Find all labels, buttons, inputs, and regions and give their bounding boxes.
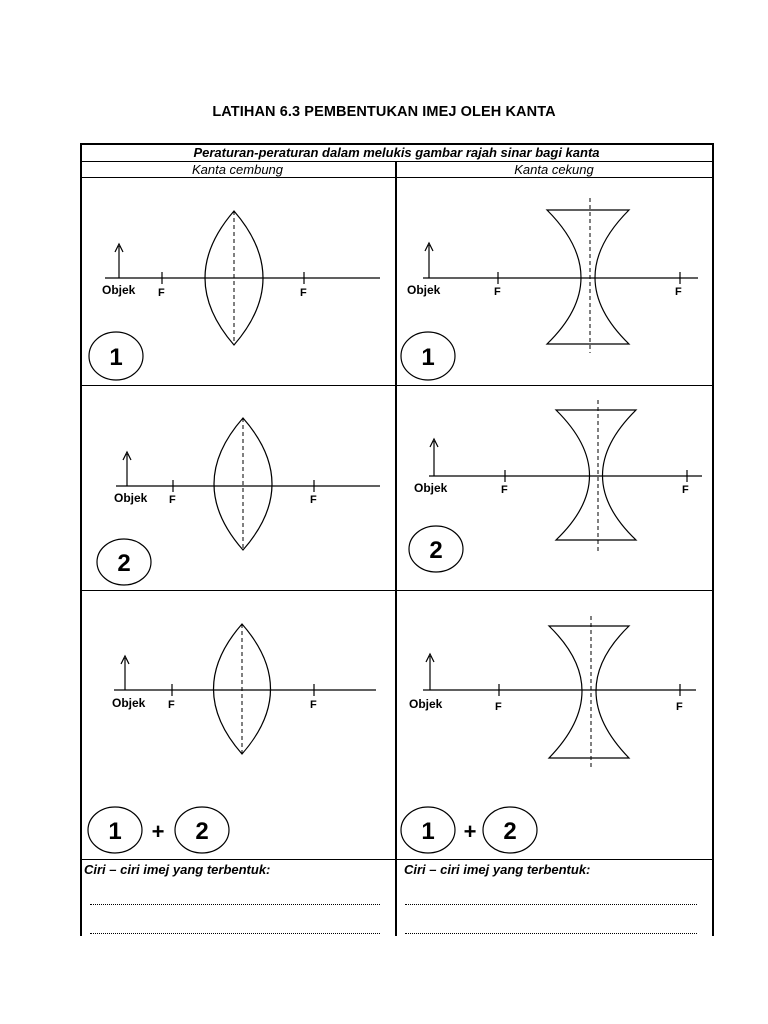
focus-label: F [676, 701, 683, 713]
convex-lens-diagram-3 [80, 591, 395, 859]
focus-label: F [310, 494, 317, 506]
concave-lens-diagram-3 [396, 591, 712, 859]
rule-number: 1 [109, 344, 123, 371]
focus-label: F [300, 287, 307, 299]
object-label: Objek [102, 283, 136, 297]
focus-label: F [675, 286, 682, 298]
focus-label: F [158, 287, 165, 299]
focus-label: F [501, 484, 508, 496]
answer-line-convex-2[interactable] [90, 933, 380, 934]
rule-number: 1 [421, 344, 435, 371]
rule-number: 2 [195, 818, 209, 845]
concave-lens-diagram-2 [396, 386, 712, 590]
object-label: Objek [114, 491, 148, 505]
page-title: LATIHAN 6.3 PEMBENTUKAN IMEJ OLEH KANTA [212, 104, 556, 120]
rule-number: 1 [421, 818, 435, 845]
focus-label: F [494, 286, 501, 298]
focus-label: F [168, 699, 175, 711]
focus-label: F [495, 701, 502, 713]
rule-number: 1 [108, 818, 122, 845]
ciri-label-concave: Ciri – ciri imej yang terbentuk: [404, 862, 591, 877]
object-label: Objek [112, 696, 146, 710]
answer-line-convex-1[interactable] [90, 904, 380, 905]
object-label: Objek [407, 283, 441, 297]
table-rule-row3 [80, 859, 713, 860]
concave-lens [547, 210, 629, 344]
table-header: Peraturan-peraturan dalam melukis gambar rajah sinar bagi kanta [193, 145, 600, 160]
answer-line-concave-2[interactable] [405, 933, 697, 934]
column-header-concave: Kanta cekung [514, 162, 594, 177]
plus-sign: + [463, 819, 477, 844]
ciri-label-convex: Ciri – ciri imej yang terbentuk: [84, 862, 271, 877]
rule-number: 2 [503, 818, 517, 845]
column-header-convex: Kanta cembung [191, 162, 284, 177]
convex-lens-diagram-2 [80, 386, 395, 590]
convex-lens-diagram-1 [80, 178, 395, 385]
focus-label: F [682, 484, 689, 496]
concave-lens [556, 410, 636, 540]
answer-line-concave-1[interactable] [405, 904, 697, 905]
table-border-right [712, 143, 714, 936]
focus-label: F [169, 494, 176, 506]
object-label: Objek [414, 481, 448, 495]
plus-sign: + [151, 819, 165, 844]
focus-label: F [310, 699, 317, 711]
concave-lens [549, 626, 629, 758]
rule-number: 2 [117, 550, 131, 577]
rule-number: 2 [429, 537, 443, 564]
concave-lens-diagram-1 [396, 178, 712, 385]
object-label: Objek [409, 697, 443, 711]
